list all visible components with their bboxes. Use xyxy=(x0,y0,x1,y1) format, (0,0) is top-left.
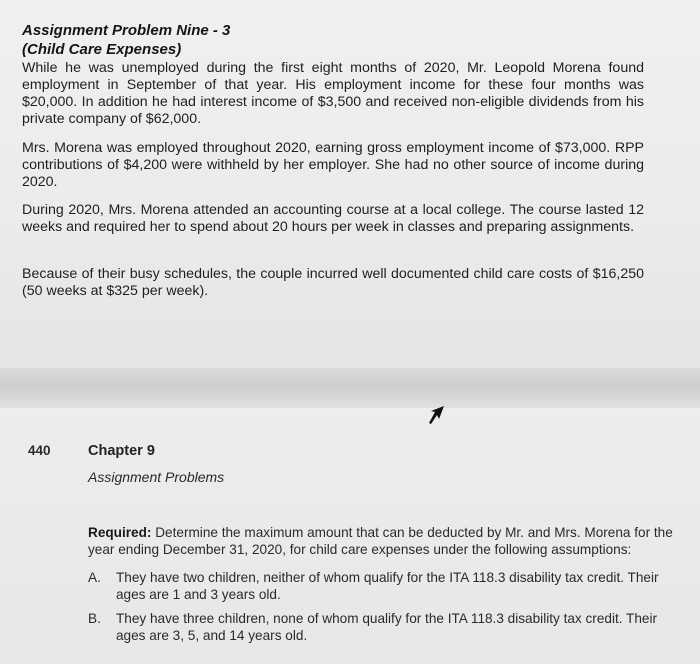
assumption-text: They have two children, neither of whom qualify for the ITA 118.3 disability tax credit. Their ages are 1 and 3 years old. xyxy=(116,570,659,602)
paragraph-employment-mr: While he was unemployed during the first eight months of 2020, Mr. Leopold Morena found employment in September of that year. His employment income for these four months was $20,000. In addition he had interest income of $3,500 and received non-eligible dividends from his private company of $62,000. xyxy=(22,60,644,127)
paragraph-course: During 2020, Mrs. Morena attended an accounting course at a local college. The course lasted 12 weeks and required her to spend about 20 hours per week in classes and preparing assignments. xyxy=(22,202,644,235)
assumption-letter: B. xyxy=(88,611,101,626)
paragraph-employment-mrs: Mrs. Morena was employed throughout 2020, earning gross employment income of $73,000. RPP contributions of $4,200 were withheld by her employer. She had no other source of income during 2020. xyxy=(22,140,644,190)
paragraph-child-care-costs: Because of their busy schedules, the couple incurred well documented child care costs of $16,250 (50 weeks at $325 per week). xyxy=(22,266,644,299)
page-divider xyxy=(0,368,700,408)
required-text: Determine the maximum amount that can be deducted by Mr. and Mrs. Morena for the year ending December 31, 2020, for child care expenses under the following assumptions: xyxy=(88,525,673,557)
page-number: 440 xyxy=(28,443,51,458)
mouse-pointer-icon xyxy=(426,404,446,426)
problem-title: Assignment Problem Nine - 3 xyxy=(22,22,231,39)
problem-subtitle: (Child Care Expenses) xyxy=(22,41,182,58)
section-heading: Assignment Problems xyxy=(88,469,225,485)
required-label: Required: xyxy=(88,525,152,540)
assumption-text: They have three children, none of whom qualify for the ITA 118.3 disability tax credit. Their ages are 3, 5, and 14 years old. xyxy=(116,611,658,643)
required-statement xyxy=(88,524,686,558)
chapter-heading: Chapter 9 xyxy=(88,443,155,459)
assumption-letter: A. xyxy=(88,570,101,585)
